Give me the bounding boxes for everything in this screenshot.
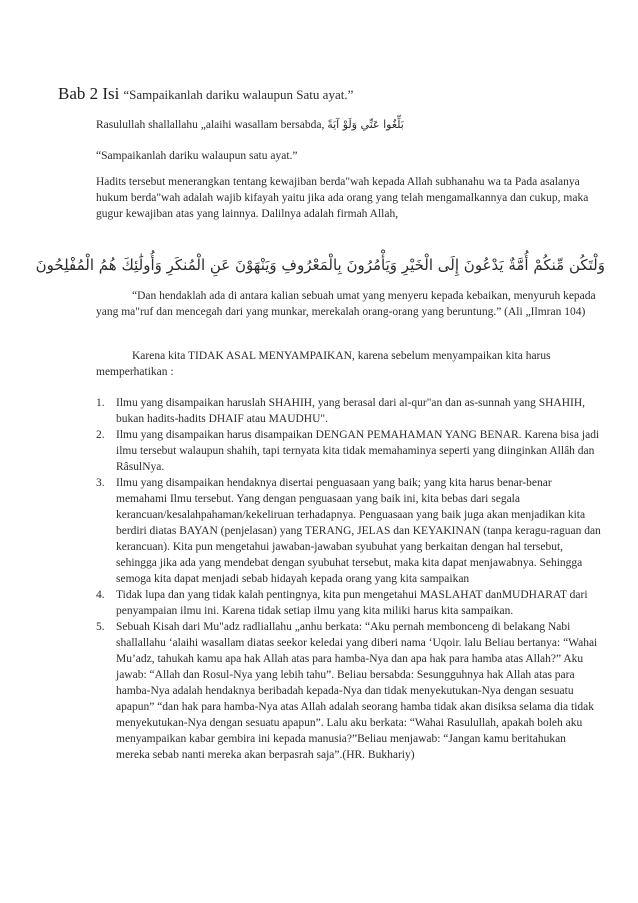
arabic-verse: وَلْتَكُن مِّنكُمْ أُمَّةٌ يَدْعُونَ إِلَى الْخَيْرِ وَيَأْمُرُونَ بِالْمَعْرُوفِ وَيَنْهَوْنَ عَنِ الْمُنكَرِ وَأُولَٰئِكَ هُمُ الْمُفْلِحُونَ [35, 256, 605, 274]
list-item [96, 587, 601, 619]
list-number: 3. [96, 477, 105, 489]
list-item [96, 427, 601, 475]
hadith-quote: “Sampaikanlah dariku walaupun satu ayat.” [96, 150, 298, 162]
rasul-text: Rasulullah shallallahu „alaihi wasallam bersabda, [96, 119, 325, 131]
list-text: Sebuah Kisah dari Mu"adz radliallahu „anhu berkata: “Aku pernah membonceng di belakang Nabi shallallahu ‘alaihi wasallam diatas seekor keledai yang diberi nama ‘Uqoir. lalu Beliau bertanya: “Wahai Mu’adz, tahukah kamu apa hak Allah atas para hamba-Nya dan apa hak para hamba atas Allah?” Aku jawab: “Allah dan Rosul-Nya yang lebih tahu”. Beliau bersabda: Sesungguhnya hak Allah atas para hamba-Nya adalah hendaknya beribadah kepada-Nya dan tidak menyekutukan-Nya dengan sesuatu apapun” “dan hak para hamba-Nya atas Allah adalah seorang hamba tidak akan disiksa selama dia tidak menyekutukan-Nya dengan sesuatu apapun”. Lalu aku berkata: “Wahai Rasulullah, apakah boleh aku menyampaikan kabar gembira ini kepada manusia?”Beliau menjawab: “Jangan kamu beritahukan mereka sebab nanti mereka akan berpasrah saja”.(HR. Bukhariy) [116, 621, 598, 761]
list-number: 2. [96, 429, 105, 441]
list-text: Ilmu yang disampaikan hendaknya disertai penguasaan yang baik; yang kita harus benar-benar memahami Ilmu tersebut. Yang dengan penguasaan yang baik ini, kita bebas dari segala kerancuan/kesalahpahaman/kekeliruan terhadapnya. Penguasaan yang baik juga akan menjadikan kita berdiri diatas BAYAN (penjelasan) yang TERANG, JELAS dan KEYAKINAN (tanpa keragu-raguan dan kerancuan). Kita pun mengetahui jawaban-jawaban syubuhat yang berkaitan dengan hal tersebut, sehingga jika ada yang mendebat dengan syubuhat tersebut, maka kita dapat menjawabnya. Sehingga semoga kita dapat menjadi sebab hidayah kepada orang yang kita sampaikan [116, 477, 601, 585]
chapter-label: Bab 2 Isi [58, 84, 120, 103]
list-number: 5. [96, 621, 105, 633]
rasul-line [96, 117, 601, 133]
requirements-list [96, 395, 601, 763]
list-number: 4. [96, 589, 105, 601]
list-number: 1. [96, 397, 105, 409]
rasul-arabic: بَلِّغُوا عَنِّي وَلَوْ آيَةً [327, 118, 404, 131]
verse-translation: “Dan hendaklah ada di antara kalian sebuah umat yang menyeru kepada kebaikan, menyuruh kepada yang ma"ruf dan mencegah dari yang munkar, merekalah orang-orang yang beruntung.” (Ali „Ilmran 104) [96, 290, 596, 318]
chapter-subtitle: “Sampaikanlah dariku walaupun Satu ayat.” [123, 87, 354, 102]
chapter-heading [58, 84, 618, 104]
list-text: Ilmu yang disampaikan haruslah SHAHIH, yang berasal dari al-qur"an dan as-sunnah yang SHAHIH, bukan hadits-hadits DHAIF atau MAUDHU". [116, 397, 586, 425]
karena-paragraph: Karena kita TIDAK ASAL MENYAMPAIKAN, karena sebelum menyampaikan kita harus memperhatikan : [96, 350, 551, 378]
hadits-paragraph: Hadits tersebut menerangkan tentang kewajiban berda"wah kepada Allah subhanahu wa ta Pada asalanya hukum berda"wah adalah wajib kifayah yaitu jika ada orang yang telah mengamalkannya dan cukup, maka gugur kewajiban atas yang lainnya. Dalilnya adalah firmah Allah, [96, 176, 589, 220]
list-item [96, 475, 601, 587]
list-text: Ilmu yang disampaikan harus disampaikan DENGAN PEMAHAMAN YANG BENAR. Karena bisa jadi ilmu tersebut walaupun shahih, tapi ternyata kita tidak memahaminya seperti yang diinginkan Allâh dan RâsulNya. [116, 429, 600, 473]
list-text: Tidak lupa dan yang tidak kalah pentingnya, kita pun mengetahui MASLAHAT danMUDHARAT dari penyampaian ilmu ini. Karena tidak setiap ilmu yang kita miliki harus kita sampaikan. [116, 589, 588, 617]
list-item [96, 619, 601, 763]
list-item [96, 395, 601, 427]
